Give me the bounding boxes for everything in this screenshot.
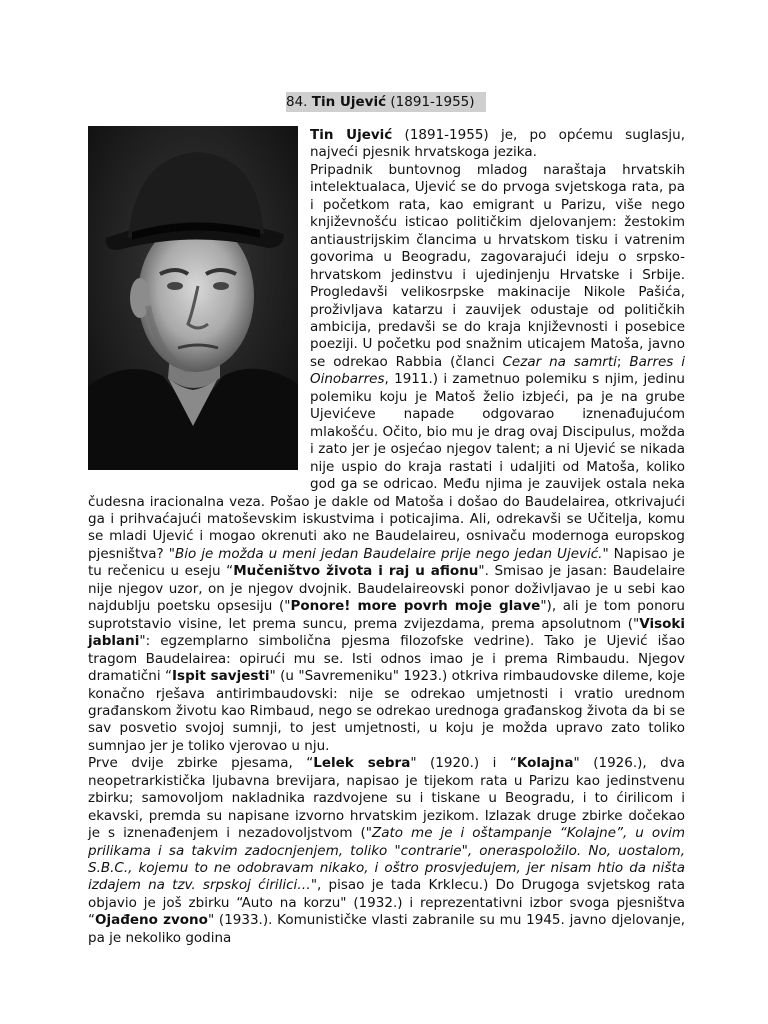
section-title-name: Tin Ujević bbox=[311, 94, 387, 110]
bold-text: Visoki jablani bbox=[88, 615, 685, 650]
italic-text: Zato me je i oštampanje “Kolajne”, u ovim prilikama i sa takvim zadocnjenjem, toliko "contrarie", oneraspoložilo. No, uostalom, S.B.C., kojemu to ne odobravam nikako, i oštro prosvjedujem, jer nisam htio da ništa izdajem na tzv. srpskoj ćirilici… bbox=[88, 825, 685, 894]
section-number: 84. bbox=[286, 94, 308, 110]
section-heading bbox=[286, 92, 486, 112]
bold-text: Ojađeno zvono bbox=[95, 912, 208, 929]
bold-text: Ponore! more povrh moje glave bbox=[290, 598, 541, 615]
article-body bbox=[88, 127, 685, 947]
text-run: , 1911.) i zametnuo polemiku s njim, jedinu polemiku koju je Matoš želio izbjeći, pa je na grube Ujevićeve napade odgovarao iznenađujućom mlakošću. Očito, bio mu je drag ovaj Discipulus, možda i zato jer je osjećao njegov talent; a ni Ujević se nikada nije uspio do kraja rastati i udaljiti od Matoša, koliko god ga se odricao. Među njima je zauvijek ostala neka čudesna iracionalna veza. Pošao je dakle od Matoša i došao do Baudelairea, otkrivajući ga i prihvaćajući matoševskim iskustvima i poticajima. Ali, odrekavši se Učitelja, komu se mladi Ujević i mogao okrenuti ako ne Baudelaireu, osnivaču modernoga europskog pjesništva? " bbox=[88, 371, 685, 562]
text-run: "), ali je tom ponoru suprotstavio visine, let prema suncu, prema zvijezdama, prema apsolutnom (" bbox=[88, 598, 685, 632]
italic-text: Cezar na samrti bbox=[502, 353, 617, 370]
bold-text: Mučeništvo života i raj u afionu bbox=[233, 563, 479, 580]
text-run: " (1926.), dva neopetrarkistička ljubavna brevijara, napisao je tijekom rata u Parizu kao jedinstvenu zbirku; samovoljom nakladnika razdvojene su i tiskane u Beogradu, i to ćirilicom i ekavski, premda su napisane izvorno hrvatskim jezikom. Izlazak druge zbirke dočekao je s iznenađenjem i nezadovoljstvom (" bbox=[88, 755, 685, 842]
section-title-years: (1891-1955) bbox=[390, 94, 475, 110]
text-run: " (1920.) i “ bbox=[410, 755, 517, 772]
bold-text: Lelek sebra bbox=[313, 755, 411, 772]
text-run: Prve dvije zbirke pjesama, “ bbox=[88, 755, 314, 772]
italic-text: Barres i Oinobarres bbox=[310, 353, 686, 388]
text-run: ; bbox=[616, 353, 630, 370]
text-run: " (u "Savremeniku" 1923.) otkriva rimbaudovske dileme, koje konačno rješava antirimbaudovski: nije se odrekao umjetnosti i vratio urednom građanskom životu kao Rimbaud, nego se odrekao urednoga građanskog života da bi se sav posvetio svojoj sumnji, to jest umjetnosti, u koju je možda upravo zato toliko sumnjao jer je toliko vjerovao u nju. bbox=[88, 668, 685, 754]
text-run: ". Smisao je jasan: Baudelaire nije njegov uzor, on je njegov dvojnik. Baudelaireovski ponor doživljavao je u sebi kao najdublju poetsku opsesiju (" bbox=[88, 563, 685, 615]
photo-spacer bbox=[88, 127, 310, 479]
text-run: " Napisao je tu rečenicu u eseju “ bbox=[88, 545, 685, 580]
text-run: ", pisao je tada Krklecu.) Do Drugoga svjetskog rata objavio je još zbirku “Auto na korzu" (1932.) i reprezentativni izbor svoga pjesništva “ bbox=[88, 877, 685, 929]
text-run: (1891-1955) je, po općemu suglasju, najveći pjesnik hrvatskoga jezika. bbox=[310, 127, 685, 161]
italic-text: Bio je možda u meni jedan Baudelaire prije nego jedan Ujević. bbox=[174, 545, 603, 562]
text-run: Pripadnik buntovnog mladog naraštaja hrvatskih intelektualaca, Ujević se do prvoga svjetskoga rata, pa i početkom rata, kao emigrant u Parizu, više nego književnošću isticao političkim djelovanjem: žestokim antiaustrijskim člancima u hrvatskom tisku i vatrenim govorima u Beogradu, zagovarajući ideju o srpsko-hrvatskom jedinstvu i ujedinjenju Hrvatske i Srbije. Progledavši velikosrpske makinacije Nikole Pašića, proživljava katarzu i zauvijek odustaje od političkih ambicija, predavši se do kraja književnosti i posebice poeziji. U početku pod snažnim uticajem Matoša, javno se odrekao Rabbia (članci bbox=[310, 161, 685, 370]
text-run: " (1933.). Komunističke vlasti zabranile su mu 1945. javno djelovanje, pa je nekoliko godina bbox=[88, 912, 686, 946]
bold-text: Kolajna bbox=[516, 755, 574, 772]
bold-text: Ispit savjesti bbox=[172, 668, 270, 685]
text-run: ": egzemplarno simbolična pjesma filozofske vedrine). Tako je Ujević išao tragom Baudelairea: opirući mu se. Isti odnos imao je i prema Rimbaudu. Njegov dramatični “ bbox=[88, 633, 685, 685]
bold-text: Tin Ujević bbox=[310, 127, 393, 143]
paragraph bbox=[88, 755, 685, 947]
